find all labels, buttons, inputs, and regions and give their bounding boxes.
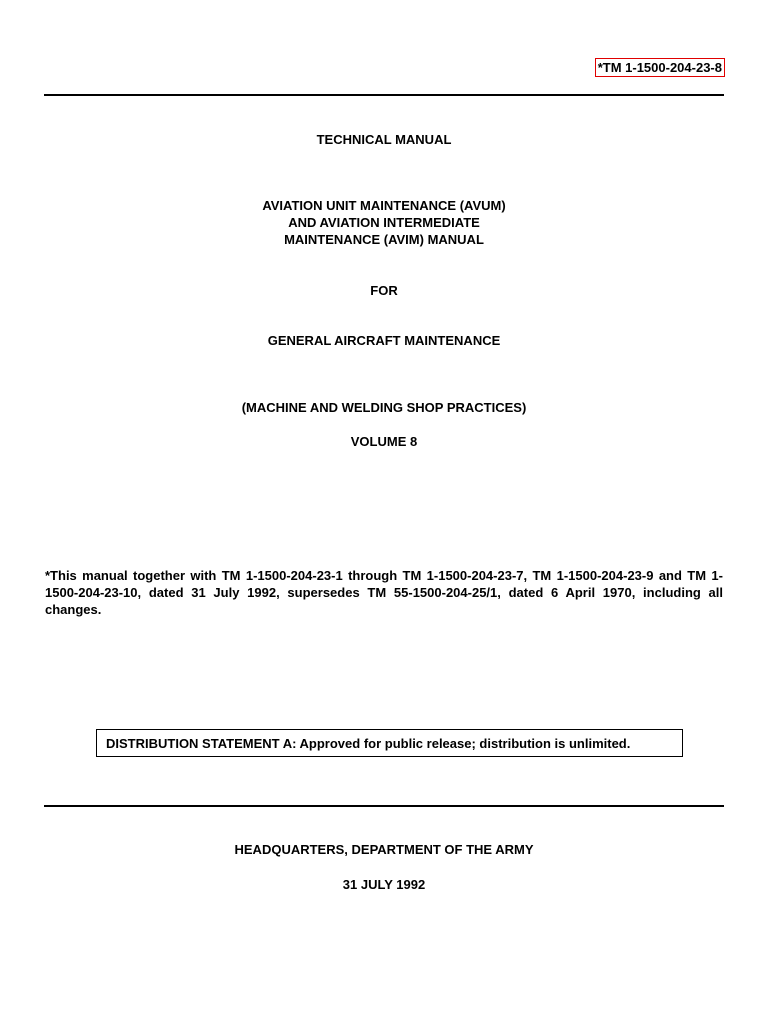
top-divider [44,94,724,96]
title-line-2: AND AVIATION INTERMEDIATE [288,215,480,230]
supersession-note: *This manual together with TM 1-1500-204-23-1 through TM 1-1500-204-23-7, TM 1-1500-204-23-9 and TM 1-1500-204-23-10, dated 31 July 1992, supersedes TM 55-1500-204-25/1, dated 6 April 1970, including all changes. [45,568,723,617]
title-line-3: MAINTENANCE (AVIM) MANUAL [284,232,484,247]
volume-label: VOLUME 8 [350,434,418,449]
tm-number: *TM 1-1500-204-23-8 [595,58,725,77]
for-label: FOR [370,283,398,298]
subject-line: GENERAL AIRCRAFT MAINTENANCE [267,333,501,348]
issuer-line: HEADQUARTERS, DEPARTMENT OF THE ARMY [234,842,534,857]
subtitle-line: (MACHINE AND WELDING SHOP PRACTICES) [241,400,527,415]
document-type: TECHNICAL MANUAL [316,132,452,147]
bottom-divider [44,805,724,807]
issue-date: 31 JULY 1992 [342,877,426,892]
title-line-1: AVIATION UNIT MAINTENANCE (AVUM) [262,198,506,213]
distribution-statement: DISTRIBUTION STATEMENT A: Approved for public release; distribution is unlimited. [96,729,683,757]
